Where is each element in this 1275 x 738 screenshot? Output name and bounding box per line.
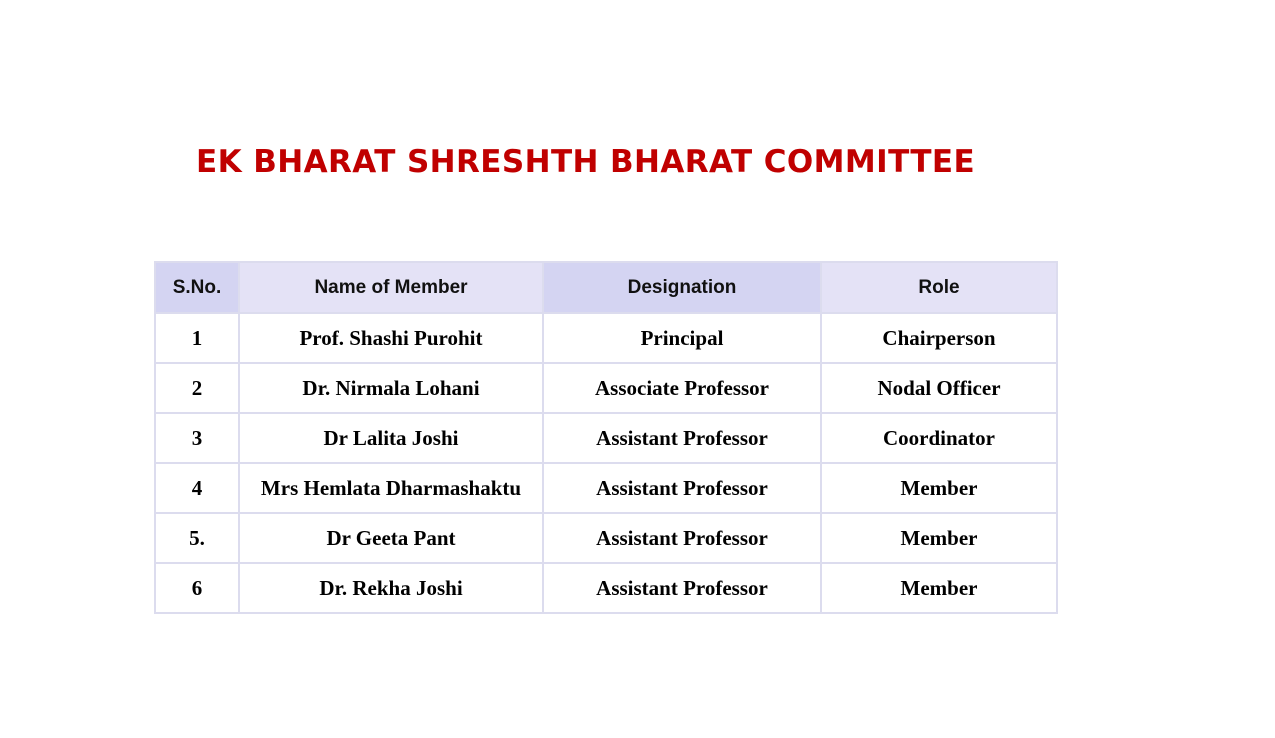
cell-role: Coordinator (821, 413, 1057, 463)
cell-sno: 3 (155, 413, 239, 463)
page-title: EK BHARAT SHRESHTH BHARAT COMMITTEE (196, 144, 976, 180)
cell-sno: 6 (155, 563, 239, 613)
cell-sno: 1 (155, 313, 239, 363)
cell-sno: 2 (155, 363, 239, 413)
cell-sno: 5. (155, 513, 239, 563)
table-row (155, 563, 1057, 613)
cell-role: Nodal Officer (821, 363, 1057, 413)
table-header-row (155, 262, 1057, 313)
cell-name: Mrs Hemlata Dharmashaktu (239, 463, 543, 513)
cell-name: Prof. Shashi Purohit (239, 313, 543, 363)
cell-name: Dr Geeta Pant (239, 513, 543, 563)
cell-designation: Assistant Professor (543, 563, 821, 613)
cell-role: Member (821, 463, 1057, 513)
cell-sno: 4 (155, 463, 239, 513)
committee-table (154, 261, 1058, 614)
cell-designation: Principal (543, 313, 821, 363)
header-designation: Designation (543, 262, 821, 313)
header-role: Role (821, 262, 1057, 313)
table-row (155, 513, 1057, 563)
table-row (155, 313, 1057, 363)
table-row (155, 363, 1057, 413)
cell-designation: Associate Professor (543, 363, 821, 413)
cell-role: Member (821, 563, 1057, 613)
cell-name: Dr. Nirmala Lohani (239, 363, 543, 413)
cell-designation: Assistant Professor (543, 513, 821, 563)
cell-role: Member (821, 513, 1057, 563)
table-row (155, 413, 1057, 463)
cell-role: Chairperson (821, 313, 1057, 363)
table-row (155, 463, 1057, 513)
cell-designation: Assistant Professor (543, 413, 821, 463)
cell-designation: Assistant Professor (543, 463, 821, 513)
cell-name: Dr. Rekha Joshi (239, 563, 543, 613)
header-sno: S.No. (155, 262, 239, 313)
cell-name: Dr Lalita Joshi (239, 413, 543, 463)
header-name: Name of Member (239, 262, 543, 313)
